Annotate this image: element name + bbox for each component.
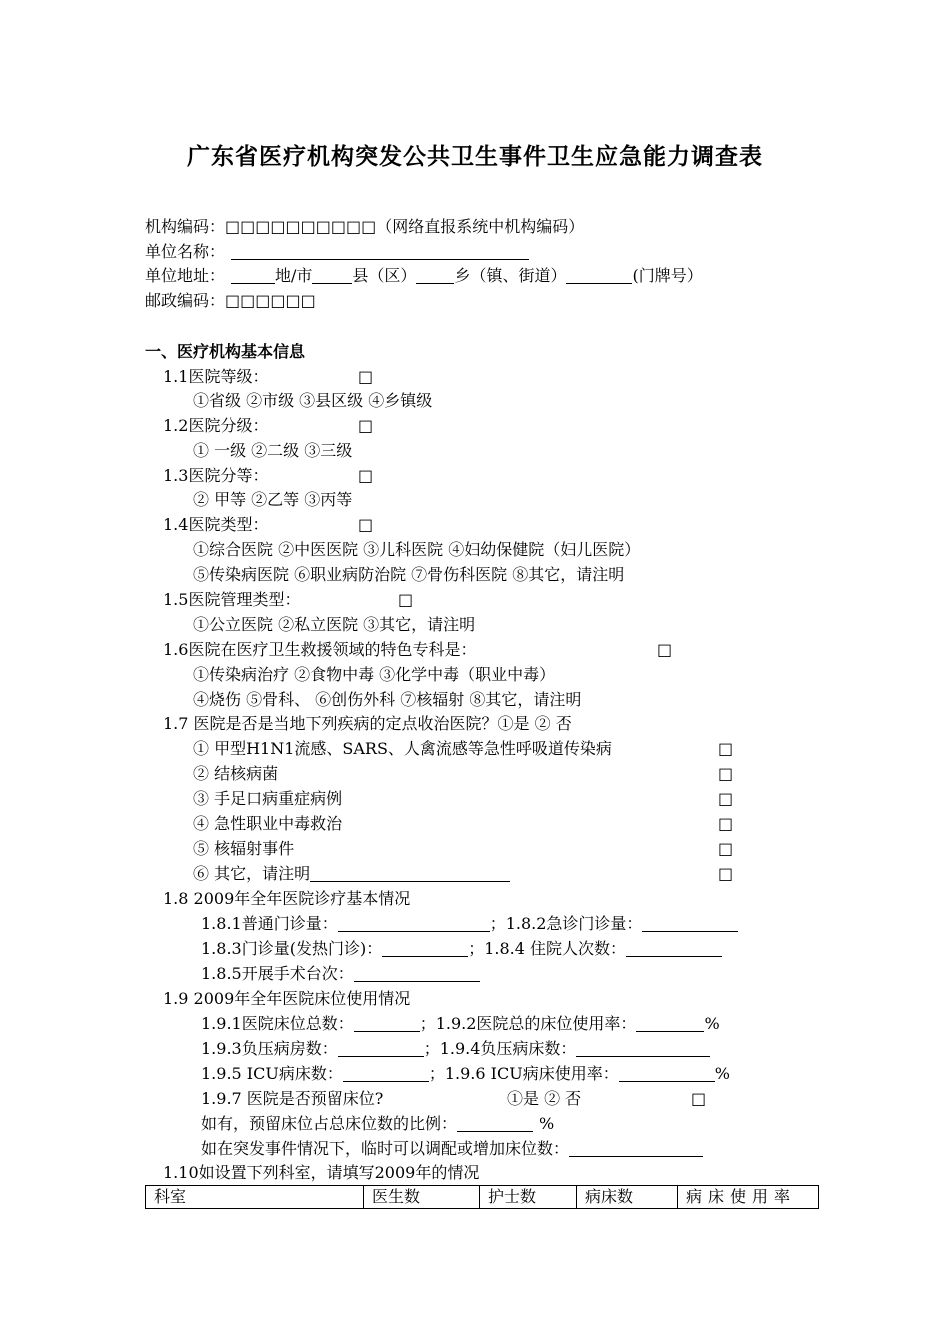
q1-5-options: ①公立医院 ②私立医院 ③其它，请注明 (193, 615, 476, 634)
q1-2-label: 1.2医院分级： (163, 416, 269, 435)
org-name-row (145, 242, 529, 262)
postcode-label: 邮政编码： (145, 291, 226, 310)
q1-9-7-ratio-field[interactable] (457, 1115, 533, 1132)
q1-8-3-field[interactable] (382, 940, 468, 957)
q1-7-item: ① 甲型H1N1流感、SARS、人禽流感等急性呼吸道传染病 (193, 739, 612, 758)
q1-9-1-label: 1.9.1医院床位总数： (201, 1014, 354, 1033)
q1-9-2-label: ；1.9.2医院总的床位使用率： (419, 1014, 637, 1033)
org-code-boxes[interactable]: □□□□□□□□□□ (225, 217, 377, 236)
address-row (145, 266, 703, 286)
org-code-row (145, 217, 584, 237)
department-table (145, 1185, 819, 1209)
q1-7-item-box[interactable]: □ (718, 739, 734, 758)
q1-9-3-label: 1.9.3负压病房数： (201, 1039, 338, 1058)
address-county-label: 县（区） (352, 266, 417, 285)
q1-8-5-label: 1.8.5开展手术台次： (201, 964, 354, 983)
q1-8-2-field[interactable] (642, 915, 738, 932)
q1-10-label: 1.10如设置下列科室，请填写2009年的情况 (163, 1163, 480, 1182)
q1-3-label: 1.3医院分等： (163, 466, 269, 485)
org-name-label: 单位名称： (145, 242, 226, 261)
q1-9-7-ratio-label: 如有，预留床位占总床位数的比例： (201, 1114, 458, 1133)
q1-3-options: ② 甲等 ②乙等 ③丙等 (193, 490, 353, 509)
q1-9-5-label: 1.9.5 ICU病床数： (201, 1064, 343, 1083)
q1-5-label: 1.5医院管理类型： (163, 590, 301, 609)
postcode-boxes[interactable]: □□□□□□ (225, 291, 316, 310)
q1-4-label: 1.4医院类型： (163, 515, 269, 534)
q1-8-1-label: 1.8.1普通门诊量： (201, 914, 338, 933)
q1-8-row-2 (201, 939, 722, 959)
q1-8-3-label: 1.8.3门诊量(发热门诊)： (201, 939, 383, 958)
q1-9-7-ratio-row (201, 1114, 554, 1134)
q1-9-row-1 (201, 1014, 720, 1034)
q1-9-label: 1.9 2009年全年医院床位使用情况 (163, 989, 411, 1008)
table-header-cell: 医生数 (364, 1186, 480, 1209)
q1-7-item-box[interactable]: □ (718, 764, 734, 783)
q1-8-1-field[interactable] (338, 915, 490, 932)
postcode-row (145, 291, 316, 311)
q1-8-4-field[interactable] (626, 940, 722, 957)
q1-6-options-1: ①传染病治疗 ②食物中毒 ③化学中毒（职业中毒） (193, 665, 556, 684)
table-header-cell: 病床数 (577, 1186, 678, 1209)
table-header-row (146, 1186, 819, 1209)
address-county-field[interactable] (312, 267, 352, 284)
q1-7-item-box[interactable]: □ (718, 789, 734, 808)
percent-sign: % (704, 1014, 720, 1033)
q1-6-answer-box[interactable]: □ (657, 640, 673, 659)
q1-9-row-3 (201, 1064, 730, 1084)
q1-2-options: ① 一级 ②二级 ③三级 (193, 441, 353, 460)
q1-1-label: 1.1医院等级： (163, 367, 269, 386)
q1-2-answer-box[interactable]: □ (358, 416, 374, 435)
q1-7-item-box[interactable]: □ (718, 864, 734, 883)
q1-9-4-label: ；1.9.4负压病床数： (423, 1039, 577, 1058)
q1-9-3-field[interactable] (338, 1040, 424, 1057)
address-town-field[interactable] (416, 267, 454, 284)
q1-8-label: 1.8 2009年全年医院诊疗基本情况 (163, 889, 411, 908)
q1-9-4-field[interactable] (576, 1040, 710, 1057)
q1-9-7-emerg-label: 如在突发事件情况下，临时可以调配或增加床位数： (201, 1139, 570, 1158)
q1-1-options: ①省级 ②市级 ③县区级 ④乡镇级 (193, 391, 433, 410)
org-code-note: （网络直报系统中机构编码） (376, 217, 585, 236)
address-city-label: 地/市 (275, 266, 313, 285)
address-city-field[interactable] (231, 267, 275, 284)
q1-6-label: 1.6医院在医疗卫生救援领域的特色专科是： (163, 640, 477, 659)
q1-9-row-2 (201, 1039, 710, 1059)
q1-9-6-field[interactable] (619, 1065, 715, 1082)
q1-8-row-1 (201, 914, 738, 934)
q1-9-1-field[interactable] (354, 1015, 420, 1032)
q1-9-7-options: ①是 ② 否 (507, 1089, 582, 1108)
q1-7-item-box[interactable]: □ (718, 839, 734, 858)
page-title: 广东省医疗机构突发公共卫生事件卫生应急能力调查表 (187, 143, 763, 170)
q1-7-item: ⑤ 核辐射事件 (193, 839, 295, 858)
address-label: 单位地址： (145, 266, 226, 285)
q1-7-item: ③ 手足口病重症病例 (193, 789, 343, 808)
table-header-cell: 护士数 (480, 1186, 577, 1209)
q1-9-6-label: ；1.9.6 ICU病床使用率： (428, 1064, 619, 1083)
q1-7-other-field[interactable] (310, 865, 510, 882)
q1-7-item: ⑥ 其它，请注明 (193, 864, 311, 883)
q1-1-answer-box[interactable]: □ (358, 367, 374, 386)
address-door-label: (门牌号） (632, 266, 703, 285)
q1-9-2-field[interactable] (636, 1015, 704, 1032)
q1-9-7-label: 1.9.7 医院是否预留床位? (201, 1089, 384, 1108)
q1-9-7-emerg-field[interactable] (569, 1140, 703, 1157)
q1-8-4-label: ；1.8.4 住院人次数： (468, 939, 627, 958)
q1-7-label: 1.7 医院是否是当地下列疾病的定点收治医院？①是 ② 否 (163, 714, 572, 733)
q1-9-7-emerg-row (201, 1139, 703, 1159)
q1-9-7-answer-box[interactable]: □ (691, 1089, 707, 1108)
q1-4-options-2: ⑤传染病医院 ⑥职业病防治院 ⑦骨伤科医院 ⑧其它，请注明 (193, 565, 625, 584)
table-header-cell: 病床使用率 (678, 1186, 819, 1209)
q1-8-row-3 (201, 964, 480, 984)
q1-7-item-box[interactable]: □ (718, 814, 734, 833)
q1-4-answer-box[interactable]: □ (358, 515, 374, 534)
q1-7-item: ④ 急性职业中毒救治 (193, 814, 343, 833)
q1-5-answer-box[interactable]: □ (398, 590, 414, 609)
address-town-label: 乡（镇、街道） (454, 266, 567, 285)
q1-7-item: ② 结核病菌 (193, 764, 279, 783)
q1-6-options-2: ④烧伤 ⑤骨科、 ⑥创伤外科 ⑦核辐射 ⑧其它，请注明 (193, 690, 582, 709)
table-header-cell: 科室 (146, 1186, 364, 1209)
q1-7-item-other-row (193, 864, 510, 884)
section-heading: 一、医疗机构基本信息 (145, 342, 306, 361)
percent-sign: % (714, 1064, 730, 1083)
org-name-field[interactable] (231, 243, 529, 260)
q1-8-2-label: ；1.8.2急诊门诊量： (489, 914, 643, 933)
q1-9-5-field[interactable] (343, 1065, 429, 1082)
address-door-field[interactable] (566, 267, 632, 284)
q1-4-options-1: ①综合医院 ②中医医院 ③儿科医院 ④妇幼保健院（妇儿医院） (193, 540, 641, 559)
q1-3-answer-box[interactable]: □ (358, 466, 374, 485)
org-code-label: 机构编码： (145, 217, 226, 236)
q1-8-5-field[interactable] (354, 965, 480, 982)
percent-sign: % (539, 1114, 555, 1133)
